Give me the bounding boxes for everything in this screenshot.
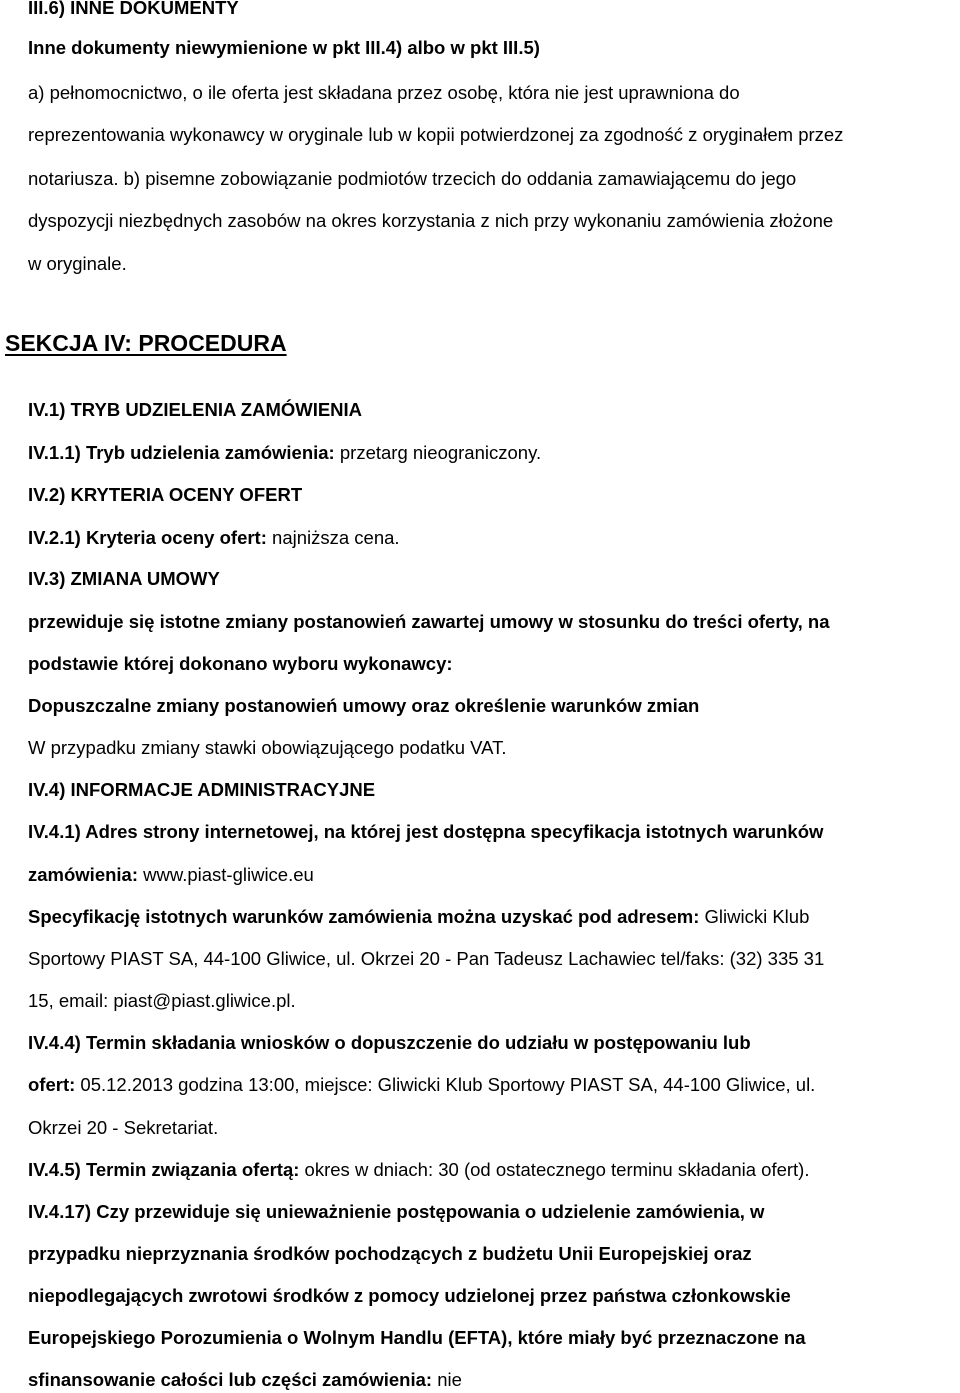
other-documents-label: Inne dokumenty niewymienione w pkt III.4) albo w pkt III.5) xyxy=(28,37,540,58)
heading-other-documents: III.6) INNE DOKUMENTY xyxy=(28,0,239,18)
paragraph-b-line-1: notariusza. b) pisemne zobowiązanie podmiotów trzecich do oddania zamawiającemu do jego xyxy=(28,168,797,189)
iv41-row-2 xyxy=(28,864,314,886)
heading-iv3: IV.3) ZMIANA UMOWY xyxy=(28,568,220,589)
iv3-line-3: Dopuszczalne zmiany postanowień umowy oraz określenie warunków zmian xyxy=(28,695,700,716)
iv417-line-1: IV.4.17) Czy przewiduje się unieważnienie postępowania o udzielenie zamówienia, w xyxy=(28,1201,765,1222)
iv44-label: ofert: xyxy=(28,1074,76,1095)
iv417-label: sfinansowanie całości lub części zamówienia: xyxy=(28,1369,433,1390)
iv3-line-4: W przypadku zmiany stawki obowiązującego podatku VAT. xyxy=(28,737,507,758)
iv11-row xyxy=(28,442,541,464)
iv44-row-2 xyxy=(28,1074,815,1096)
iv41-line-1: IV.4.1) Adres strony internetowej, na której jest dostępna specyfikacja istotnych warunków xyxy=(28,821,824,842)
iv417-value: nie xyxy=(432,1369,462,1390)
spec-label: Specyfikację istotnych warunków zamówienia można uzyskać pod adresem: xyxy=(28,906,700,927)
iv11-label: IV.1.1) Tryb udzielenia zamówienia: xyxy=(28,442,335,463)
iv44-value: 05.12.2013 godzina 13:00, miejsce: Gliwicki Klub Sportowy PIAST SA, 44-100 Gliwice, ul. xyxy=(75,1074,816,1095)
spec-row-1 xyxy=(28,906,809,928)
paragraph-b-line-3: w oryginale. xyxy=(28,253,127,274)
iv41-label: zamówienia: xyxy=(28,864,138,885)
iv417-line-3: niepodlegających zwrotowi środków z pomocy udzielonej przez państwa członkowskie xyxy=(28,1285,791,1306)
iv41-website: www.piast-gliwice.eu xyxy=(138,864,314,885)
heading-iv1: IV.1) TRYB UDZIELENIA ZAMÓWIENIA xyxy=(28,399,363,420)
iv45-row xyxy=(28,1159,809,1181)
iv21-label: IV.2.1) Kryteria oceny ofert: xyxy=(28,527,267,548)
iv45-value: okres w dniach: 30 (od ostatecznego terminu składania ofert). xyxy=(299,1159,810,1180)
iv417-line-4: Europejskiego Porozumienia o Wolnym Handlu (EFTA), które miały być przeznaczone na xyxy=(28,1327,806,1348)
iv11-value: przetarg nieograniczony. xyxy=(334,442,542,463)
iv44-line-1: IV.4.4) Termin składania wniosków o dopuszczenie do udziału w postępowaniu lub xyxy=(28,1032,751,1053)
paragraph-a-line-2: reprezentowania wykonawcy w oryginale lub w kopii potwierdzonej za zgodność z oryginałem przez xyxy=(28,124,844,145)
heading-iv4: IV.4) INFORMACJE ADMINISTRACYJNE xyxy=(28,779,376,800)
iv44-line-3: Okrzei 20 - Sekretariat. xyxy=(28,1117,219,1138)
iv3-line-2: podstawie której dokonano wyboru wykonawcy: xyxy=(28,653,453,674)
iv417-line-2: przypadku nieprzyznania środków pochodzących z budżetu Unii Europejskiej oraz xyxy=(28,1243,752,1264)
section-title: SEKCJA IV: PROCEDURA xyxy=(5,330,287,356)
spec-value: Gliwicki Klub xyxy=(699,906,810,927)
spec-line-2: Sportowy PIAST SA, 44-100 Gliwice, ul. Okrzei 20 - Pan Tadeusz Lachawiec tel/faks: (32) 335 31 xyxy=(28,948,825,969)
paragraph-a-line-1: a) pełnomocnictwo, o ile oferta jest składana przez osobę, która nie jest uprawniona do xyxy=(28,82,740,103)
iv3-line-1: przewiduje się istotne zmiany postanowień zawartej umowy w stosunku do treści oferty, na xyxy=(28,611,830,632)
iv21-row xyxy=(28,527,400,549)
iv21-value: najniższa cena. xyxy=(266,527,400,548)
iv417-row-5 xyxy=(28,1369,462,1391)
paragraph-b-line-2: dyspozycji niezbędnych zasobów na okres korzystania z nich przy wykonaniu zamówienia złożone xyxy=(28,210,834,231)
iv45-label: IV.4.5) Termin związania ofertą: xyxy=(28,1159,300,1180)
heading-iv2: IV.2) KRYTERIA OCENY OFERT xyxy=(28,484,303,505)
spec-line-3: 15, email: piast@piast.gliwice.pl. xyxy=(28,990,296,1011)
